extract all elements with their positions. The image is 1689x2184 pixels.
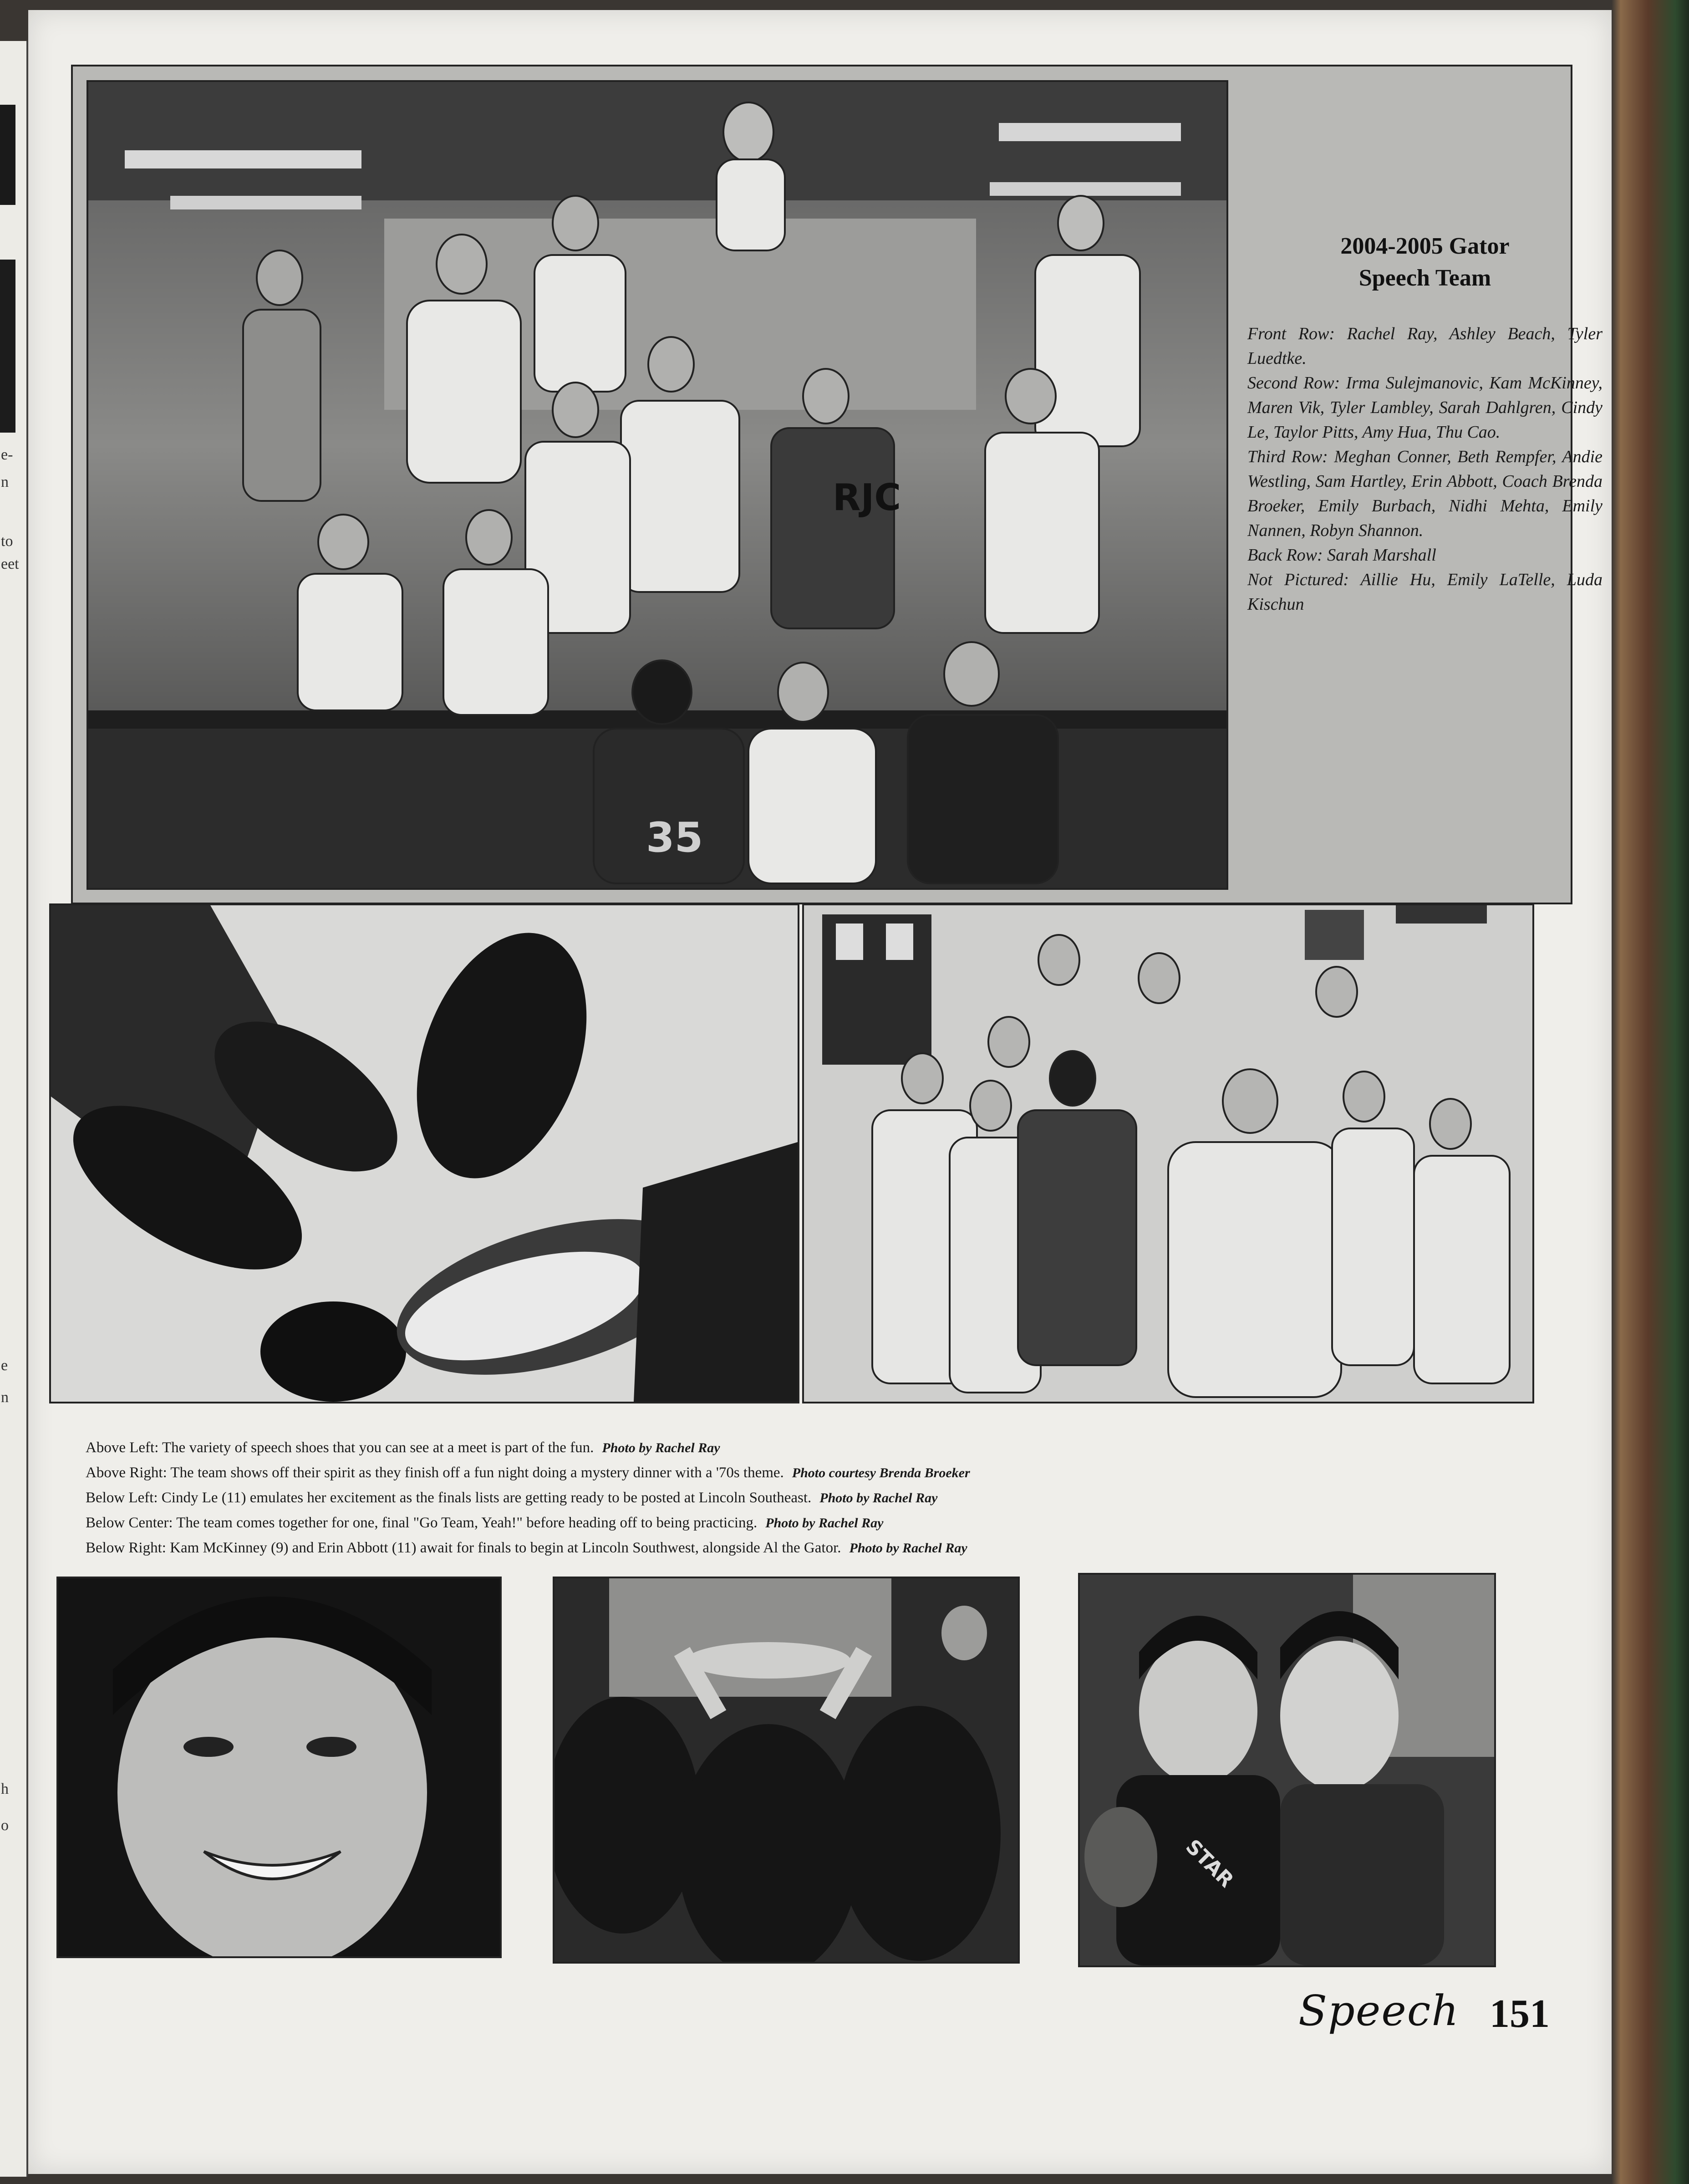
previous-page-text-fragment: e- [1,446,13,463]
photo-credit: Photo by Rachel Ray [819,1490,938,1505]
photo-captions [86,1435,1406,1561]
previous-page-edge [0,41,28,2177]
team-caption [1247,230,1603,777]
roster-second-row: Second Row: Irma Sulejmanovic, Kam McKinney, Maren Vik, Tyler Lambley, Sarah Dahlgren, Cindy Le, Taylor Pitts, Amy Hua, Thu Cao. [1247,373,1603,442]
caption-text: Above Left: The variety of speech shoes that you can see at a meet is part of the fun. [86,1439,594,1456]
team-title-line1: 2004-2005 Gator [1340,233,1510,259]
finals-waiting-photo [1078,1573,1496,1967]
previous-page-text-fragment: e [1,1357,8,1374]
photo-credit: Photo by Rachel Ray [849,1541,967,1556]
photo-credit: Photo courtesy Brenda Broeker [792,1465,970,1480]
caption-text: Below Right: Kam McKinney (9) and Erin Abbott (11) await for finals to begin at Lincoln Southwest, alongside Al the Gator. [86,1540,841,1556]
roster-third-row: Third Row: Meghan Conner, Beth Rempfer, Andie Westling, Sam Hartley, Erin Abbott, Coach Brenda Broeker, Emily Burbach, Nidhi Mehta, Emily Nannen, Robyn Shannon. [1247,447,1603,540]
previous-page-text-fragment: h [1,1781,9,1797]
mystery-dinner-photo [802,903,1534,1403]
caption-above-left [86,1435,1406,1460]
previous-page-photo-edge [0,260,15,433]
cindy-le-photo [56,1577,502,1958]
caption-text: Above Right: The team shows off their spirit as they finish off a fun night doing a mystery dinner with a '70s theme. [86,1465,784,1481]
go-team-huddle-photo [553,1577,1020,1964]
caption-above-right [86,1460,1406,1485]
speech-shoes-photo [49,903,799,1403]
previous-page-text-fragment: n [1,474,9,490]
roster-back-row: Back Row: Sarah Marshall [1247,546,1436,565]
page-number: 151 [1490,1992,1550,2036]
caption-below-right [86,1536,1406,1561]
previous-page-photo-edge [0,105,15,205]
caption-below-center [86,1510,1406,1536]
photo-credit: Photo by Rachel Ray [602,1440,720,1455]
caption-below-left [86,1485,1406,1510]
team-title [1247,230,1603,294]
previous-page-text-fragment: o [1,1817,9,1834]
section-name: Speech [1298,1986,1460,2035]
jersey-number: 35 [646,814,703,862]
previous-page-text-fragment: n [1,1389,9,1406]
sweatshirt-text: RJC [833,476,901,519]
caption-text: Below Center: The team comes together for one, final "Go Team, Yeah!" before heading off to being practicing. [86,1515,758,1531]
yearbook-page [28,10,1612,2174]
shirt-text: STAR [1181,1835,1238,1893]
caption-text: Below Left: Cindy Le (11) emulates her excitement as the finals lists are getting ready to be posted at Lincoln Southeast. [86,1490,812,1506]
team-title-line2: Speech Team [1358,265,1491,291]
previous-page-text-fragment: eet [1,556,19,572]
photo-credit: Photo by Rachel Ray [765,1516,884,1531]
roster-front-row: Front Row: Rachel Ray, Ashley Beach, Tyler Luedtke. [1247,324,1603,368]
roster-not-pictured: Not Pictured: Aillie Hu, Emily LaTelle, Luda Kischun [1247,570,1603,614]
team-photo-frame [71,65,1603,904]
team-group-photo [86,80,1228,890]
team-roster [1247,321,1603,617]
previous-page-text-fragment: to [1,533,13,550]
